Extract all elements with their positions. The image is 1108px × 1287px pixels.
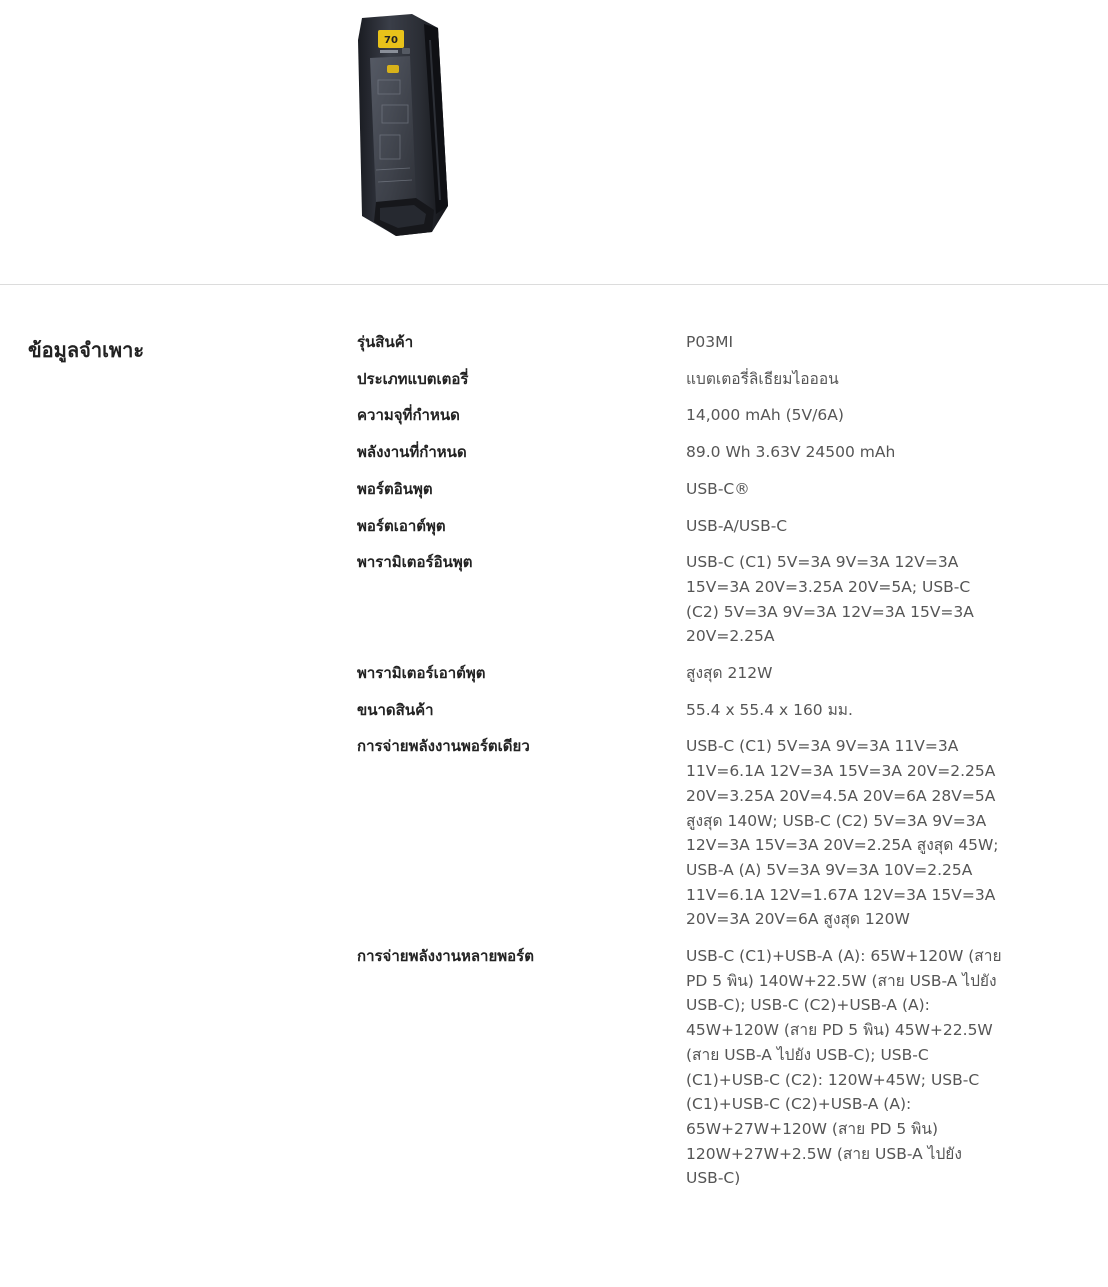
spec-value: สูงสุด 212W bbox=[686, 664, 773, 683]
spec-value: USB-C® bbox=[686, 479, 750, 498]
spec-value: USB-C (C1) 5V=3A 9V=3A 12V=3A 15V=3A 20V=3.25A 20V=5A; USB-C (C2) 5V=3A 9V=3A 12V=3A 15V=3A 20V=2.25A bbox=[686, 553, 974, 646]
spec-value: แบตเตอรี่ลิเธียมไอออน bbox=[686, 369, 839, 388]
spec-label: ขนาดสินค้า bbox=[357, 700, 434, 719]
spec-row bbox=[357, 944, 1057, 1191]
spec-label: พลังงานที่กำหนด bbox=[357, 443, 467, 462]
screen-percentage: 70 bbox=[384, 35, 398, 46]
spec-label: พอร์ตอินพุต bbox=[357, 479, 433, 498]
spec-label: พารามิเตอร์อินพุต bbox=[357, 553, 473, 572]
power-bank-image bbox=[340, 10, 470, 245]
spec-value: 55.4 x 55.4 x 160 มม. bbox=[686, 700, 853, 719]
spec-row bbox=[357, 661, 1057, 686]
section-title: ข้อมูลจำเพาะ bbox=[28, 338, 145, 362]
section-divider bbox=[0, 284, 1108, 285]
spec-row bbox=[357, 403, 1057, 428]
spec-label: รุ่นสินค้า bbox=[357, 333, 414, 351]
spec-label: ความจุที่กำหนด bbox=[357, 406, 460, 425]
spec-value: 89.0 Wh 3.63V 24500 mAh bbox=[686, 443, 896, 462]
spec-value: USB-A/USB-C bbox=[686, 516, 788, 535]
spec-row bbox=[357, 330, 1057, 355]
spec-value: USB-C (C1) 5V=3A 9V=3A 11V=3A 11V=6.1A 12V=3A 15V=3A 20V=2.25A 20V=3.25A 20V=4.5A 20V=6A 28V=5A สูงสุด 140W; USB-C (C2) 5V=3A 9V=3A 12V=3A 15V=3A 20V=2.25A สูงสุด 45W; USB-A (A) 5V=3A 9V=3A 10V=2.25A 11V=6.1A 12V=1.67A 12V=3A 15V=3A 20V=3A 20V=6A สูงสุด 120W bbox=[686, 737, 999, 929]
product-image bbox=[340, 10, 470, 245]
spec-row bbox=[357, 477, 1057, 502]
spec-label: ประเภทแบตเตอรี่ bbox=[357, 369, 469, 388]
spec-row bbox=[357, 734, 1057, 932]
spec-row bbox=[357, 440, 1057, 465]
spec-label: การจ่ายพลังงานหลายพอร์ต bbox=[357, 947, 534, 966]
spec-value: P03MI bbox=[686, 333, 734, 351]
spec-row bbox=[357, 550, 1057, 649]
spec-row bbox=[357, 367, 1057, 392]
spec-row bbox=[357, 514, 1057, 539]
spec-label: พอร์ตเอาต์พุต bbox=[357, 516, 446, 535]
spec-row bbox=[357, 698, 1057, 723]
spec-value: 14,000 mAh (5V/6A) bbox=[686, 406, 844, 425]
spec-value: USB-C (C1)+USB-A (A): 65W+120W (สาย PD 5 พิน) 140W+22.5W (สาย USB-A ไปยัง USB-C); USB-C (C2)+USB-A (A): 45W+120W (สาย PD 5 พิน) 45W+22.5W (สาย USB-A ไปยัง USB-C); USB-C (C1)+USB-C (C2): 120W+45W; USB-C (C1)+USB-C (C2)+USB-A (A): 65W+27W+120W (สาย PD 5 พิน) 120W+27W+2.5W (สาย USB-A ไปยัง USB-C) bbox=[686, 947, 1002, 1188]
spec-label: การจ่ายพลังงานพอร์ตเดียว bbox=[357, 737, 530, 756]
spec-table bbox=[357, 330, 1057, 1203]
spec-label: พารามิเตอร์เอาต์พุต bbox=[357, 664, 486, 683]
